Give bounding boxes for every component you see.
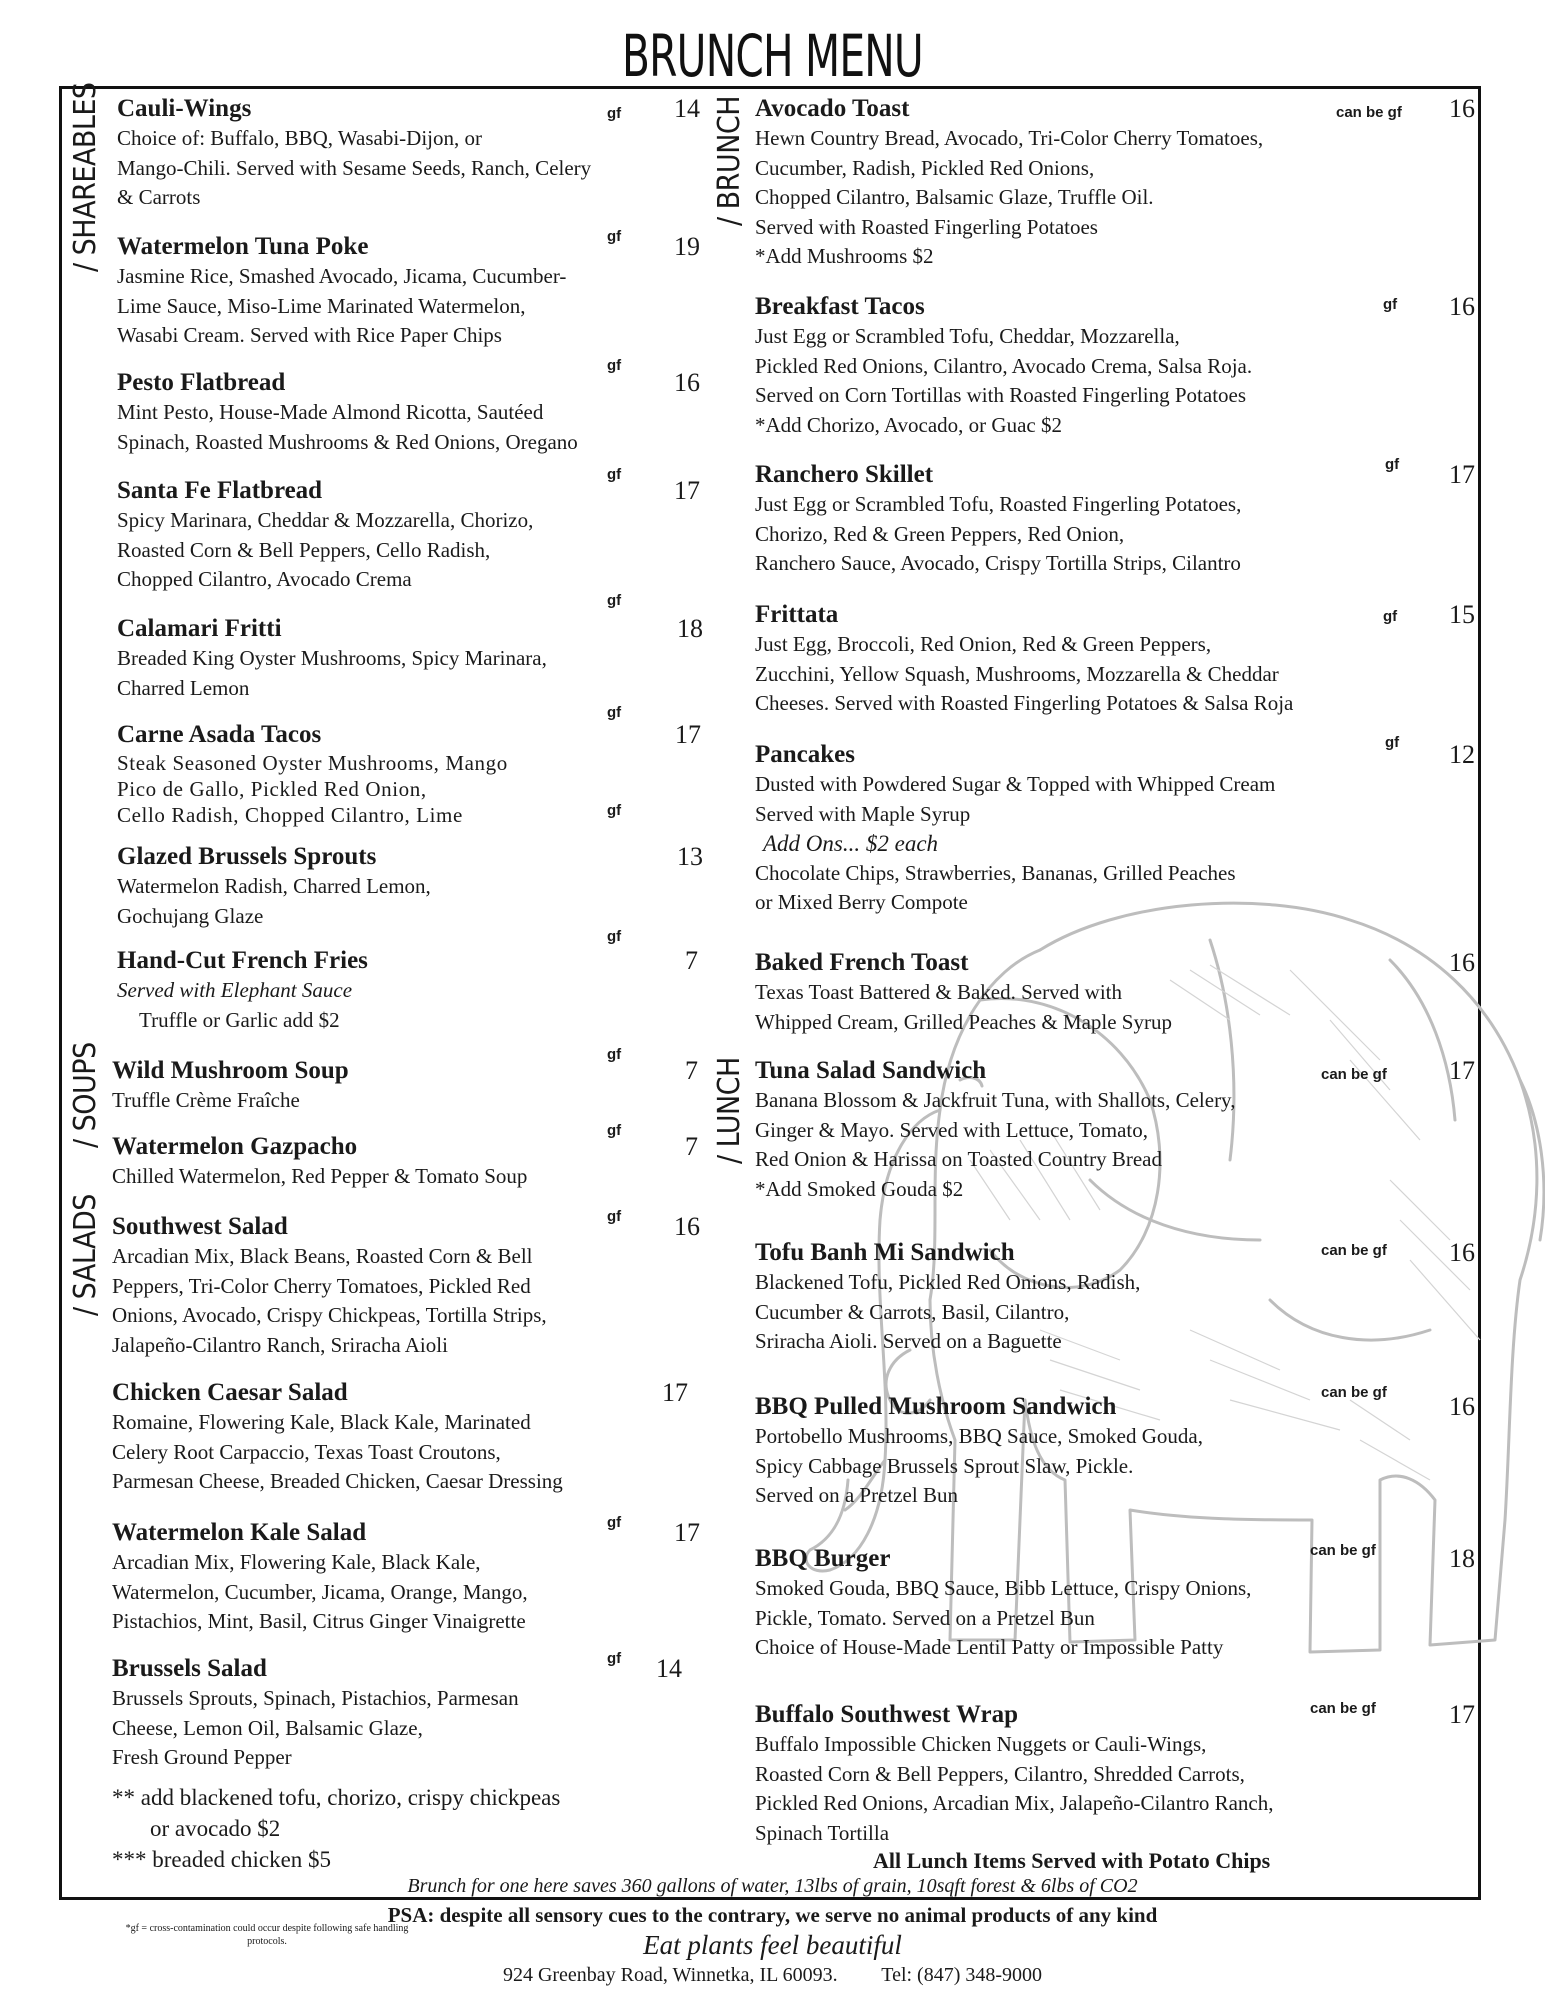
menu-item-southwest-salad [112, 1212, 547, 1360]
item-name: Wild Mushroom Soup [112, 1057, 349, 1084]
item-description: Texas Toast Battered & Baked. Served with Whipped Cream, Grilled Peaches & Maple Syrup [755, 980, 1172, 1034]
gf-tag: gf [1385, 456, 1400, 473]
gf-tag: gf [607, 592, 622, 609]
section-label-shareables: / SHAREABLES [68, 82, 103, 272]
item-description: Arcadian Mix, Black Beans, Roasted Corn & Bell Peppers, Tri-Color Cherry Tomatoes, Pickled Red Onions, Avocado, Crispy Chickpeas, Tortilla Strips, Jalapeño-Cilantro Ranch, Sriracha Aioli [112, 1244, 547, 1357]
address: 924 Greenbay Road, Winnetka, IL 60093. [502, 1964, 838, 1986]
item-description: Smoked Gouda, BBQ Sauce, Bibb Lettuce, Crispy Onions, Pickle, Tomato. Served on a Pretzel Bun Choice of House-Made Lentil Patty or Impossible Patty [755, 1576, 1252, 1659]
gf-tag: gf [1385, 734, 1400, 751]
item-name: Baked French Toast [755, 949, 969, 976]
item-description: Romaine, Flowering Kale, Black Kale, Marinated Celery Root Carpaccio, Texas Toast Croutons, Parmesan Cheese, Breaded Chicken, Caesar Dressing [112, 1410, 563, 1493]
menu-item-buffalo-southwest-wrap [755, 1700, 1273, 1848]
item-price: 18 [1449, 1544, 1475, 1573]
item-description: Served with Elephant Sauce [117, 978, 353, 1002]
item-description: Brussels Sprouts, Spinach, Pistachios, Parmesan Cheese, Lemon Oil, Balsamic Glaze, Fresh Ground Pepper [112, 1686, 519, 1769]
item-description: Dusted with Powdered Sugar & Topped with Whipped Cream Served with Maple Syrup Add Ons... $2 each Chocolate Chips, Strawberries, Bananas, Grilled Peaches or Mixed Berry Compote [755, 772, 1276, 914]
item-price: 17 [1449, 1056, 1475, 1085]
menu-item-tofu-banh-mi-sandwich [755, 1238, 1140, 1357]
item-price: 17 [675, 720, 701, 749]
gf-tag: can be gf [1336, 104, 1402, 121]
gf-tag: can be gf [1310, 1700, 1376, 1717]
savings-note: Brunch for one here saves 360 gallons of water, 13lbs of grain, 10sqft forest & 6lbs of CO2 [407, 1875, 1138, 1897]
item-price: 15 [1449, 600, 1475, 629]
contact-line [0, 1964, 1545, 1987]
item-price: 17 [674, 1518, 700, 1547]
item-price: 7 [685, 946, 698, 975]
item-name: Pancakes [755, 741, 855, 768]
gf-tag: gf [607, 357, 622, 374]
section-label-salads: / SALADS [68, 1194, 103, 1316]
item-price: 14 [674, 94, 700, 123]
item-price: 16 [674, 1212, 700, 1241]
item-description: Buffalo Impossible Chicken Nuggets or Cauli-Wings, Roasted Corn & Bell Peppers, Cilantro, Shredded Carrots, Pickled Red Onions, Arcadian Mix, Jalapeño-Cilantro Ranch, Spinach Tortilla [755, 1732, 1274, 1845]
gf-tag: gf [607, 1208, 622, 1225]
gf-tag: gf [607, 704, 622, 721]
item-name: Hand-Cut French Fries [117, 947, 368, 974]
menu-item-frittata [755, 600, 1293, 719]
item-price: 17 [1449, 460, 1475, 489]
item-name: Southwest Salad [112, 1213, 288, 1240]
item-name: Brussels Salad [112, 1655, 267, 1682]
gf-tag: gf [607, 802, 622, 819]
item-name: Ranchero Skillet [755, 461, 934, 488]
menu-item-bbq-burger [755, 1544, 1251, 1663]
item-price: 16 [1449, 94, 1475, 123]
item-name: Tofu Banh Mi Sandwich [755, 1239, 1015, 1266]
item-price: 17 [662, 1378, 688, 1407]
item-price: 16 [1449, 948, 1475, 977]
item-name: Watermelon Tuna Poke [117, 233, 369, 260]
psa-note: PSA: despite all sensory cues to the contrary, we serve no animal products of any kind [387, 1903, 1158, 1927]
item-name: Calamari Fritti [117, 615, 282, 642]
menu-item-avocado-toast [755, 94, 1263, 272]
item-description: Just Egg, Broccoli, Red Onion, Red & Green Peppers, Zucchini, Yellow Squash, Mushrooms, Mozzarella & Cheddar Cheeses. Served with Roasted Fingerling Potatoes & Salsa Roja [755, 632, 1294, 715]
section-label-soups: / SOUPS [68, 1042, 103, 1148]
section-label-brunch: / BRUNCH [712, 95, 747, 226]
item-price: 19 [674, 232, 700, 261]
item-description: Watermelon Radish, Charred Lemon, Gochujang Glaze [117, 874, 431, 928]
menu-item-pancakes [755, 740, 1275, 918]
menu-item-carne-asada-tacos [117, 720, 508, 828]
item-description: Hewn Country Bread, Avocado, Tri-Color Cherry Tomatoes, Cucumber, Radish, Pickled Red Onions, Chopped Cilantro, Balsamic Glaze, Truffle Oil. Served with Roasted Fingerling Potatoes *Add Mushrooms $2 [755, 126, 1264, 268]
item-description: Choice of: Buffalo, BBQ, Wasabi-Dijon, or Mango-Chili. Served with Sesame Seeds, Ranch, Celery & Carrots [117, 126, 592, 209]
phone-number: Tel: (847) 348-9000 [881, 1964, 1043, 1986]
item-name: Tuna Salad Sandwich [755, 1057, 987, 1084]
item-addon: Truffle or Garlic add $2 [139, 1007, 340, 1032]
item-price: 16 [1449, 1392, 1475, 1421]
item-price: 18 [677, 614, 703, 643]
item-description: Spicy Marinara, Cheddar & Mozzarella, Chorizo, Roasted Corn & Bell Peppers, Cello Radish, Chopped Cilantro, Avocado Crema [117, 508, 534, 591]
item-name: Glazed Brussels Sprouts [117, 843, 377, 870]
gf-tag: can be gf [1321, 1066, 1387, 1083]
menu-item-chicken-caesar-salad [112, 1378, 563, 1497]
gf-tag: gf [607, 466, 622, 483]
item-price: 17 [1449, 1700, 1475, 1729]
item-description: Arcadian Mix, Flowering Kale, Black Kale, Watermelon, Cucumber, Jicama, Orange, Mango, Pistachios, Mint, Basil, Citrus Ginger Vinaigrette [112, 1550, 528, 1633]
item-price: 12 [1449, 740, 1475, 769]
item-name: Pesto Flatbread [117, 369, 286, 396]
item-price: 14 [656, 1654, 682, 1683]
menu-item-tuna-salad-sandwich [755, 1056, 1235, 1204]
item-description: Blackened Tofu, Pickled Red Onions, Radish, Cucumber & Carrots, Basil, Cilantro, Sriracha Aioli. Served on a Baguette [755, 1270, 1141, 1353]
menu-item-bbq-pulled-mushroom-sandwich [755, 1392, 1203, 1511]
gf-tag: can be gf [1310, 1542, 1376, 1559]
item-description: Just Egg or Scrambled Tofu, Roasted Fingerling Potatoes, Chorizo, Red & Green Peppers, Red Onion, Ranchero Sauce, Avocado, Crispy Tortilla Strips, Cilantro [755, 492, 1242, 575]
gf-tag: gf [1383, 296, 1398, 313]
lunch-note: All Lunch Items Served with Potato Chips [873, 1848, 1271, 1873]
item-name: Avocado Toast [755, 95, 910, 122]
item-name: Buffalo Southwest Wrap [755, 1701, 1019, 1728]
gf-tag: gf [607, 1514, 622, 1531]
page-title: BRUNCH MENU [622, 22, 923, 90]
item-name: Cauli-Wings [117, 95, 252, 122]
menu-item-watermelon-gazpacho [112, 1132, 527, 1192]
item-name: Carne Asada Tacos [117, 721, 322, 748]
item-price: 16 [1449, 1238, 1475, 1267]
menu-item-ranchero-skillet [755, 460, 1241, 579]
item-price: 7 [685, 1132, 698, 1161]
item-name: Santa Fe Flatbread [117, 477, 323, 504]
menu-item-pesto-flatbread [117, 368, 578, 457]
item-price: 16 [674, 368, 700, 397]
menu-item-brussels-salad [112, 1654, 519, 1773]
menu-item-santa-fe-flatbread [117, 476, 533, 595]
item-name: Watermelon Gazpacho [112, 1133, 358, 1160]
item-description: Truffle Crème Fraîche [112, 1088, 300, 1112]
item-description: Just Egg or Scrambled Tofu, Cheddar, Mozzarella, Pickled Red Onions, Cilantro, Avocado Crema, Salsa Roja. Served on Corn Tortillas with Roasted Fingerling Potatoes *Add Chorizo, Avocado, or Guac $2 [755, 324, 1253, 437]
section-label-lunch: / LUNCH [712, 1057, 747, 1164]
gf-tag: can be gf [1321, 1384, 1387, 1401]
salad-addons: ** add blackened tofu, chorizo, crispy chickpeas or avocado $2 *** breaded chicken $5 [112, 1785, 561, 1872]
gf-tag: can be gf [1321, 1242, 1387, 1259]
item-description: Steak Seasoned Oyster Mushrooms, Mango Pico de Gallo, Pickled Red Onion, Cello Radish, Chopped Cilantro, Lime [117, 751, 508, 827]
item-description: Portobello Mushrooms, BBQ Sauce, Smoked Gouda, Spicy Cabbage Brussels Sprout Slaw, Pickle. Served on a Pretzel Bun [755, 1424, 1203, 1507]
gf-tag: gf [607, 1046, 622, 1063]
gf-tag: gf [1383, 608, 1398, 625]
item-description: Mint Pesto, House-Made Almond Ricotta, Sautéed Spinach, Roasted Mushrooms & Red Onions, Oregano [117, 400, 578, 454]
menu-item-glazed-brussels-sprouts [117, 842, 431, 931]
menu-item-cauli-wings [117, 94, 591, 213]
item-name: Breakfast Tacos [755, 293, 925, 320]
gf-tag: gf [607, 228, 622, 245]
item-description: Jasmine Rice, Smashed Avocado, Jicama, Cucumber- Lime Sauce, Miso-Lime Marinated Watermelon, Wasabi Cream. Served with Rice Paper Chips [117, 264, 567, 347]
gf-tag: gf [607, 1122, 622, 1139]
menu-item-hand-cut-french-fries [117, 946, 368, 1035]
menu-item-watermelon-tuna-poke [117, 232, 566, 351]
item-name: BBQ Pulled Mushroom Sandwich [755, 1393, 1117, 1420]
item-description: Breaded King Oyster Mushrooms, Spicy Marinara, Charred Lemon [117, 646, 547, 700]
gf-tag: gf [607, 928, 622, 945]
item-price: 16 [1449, 292, 1475, 321]
item-price: 13 [677, 842, 703, 871]
item-price: 17 [674, 476, 700, 505]
tagline: Eat plants feel beautiful [643, 1930, 902, 1960]
item-description: Banana Blossom & Jackfruit Tuna, with Shallots, Celery, Ginger & Mayo. Served with Lettuce, Tomato, Red Onion & Harissa on Toasted Country Bread *Add Smoked Gouda $2 [755, 1088, 1236, 1201]
item-name: BBQ Burger [755, 1545, 891, 1572]
gf-disclaimer: *gf = cross-contamination could occur despite following safe handling protocols. [125, 1923, 409, 1947]
item-price: 7 [685, 1056, 698, 1085]
item-description: Chilled Watermelon, Red Pepper & Tomato Soup [112, 1164, 528, 1188]
item-name: Chicken Caesar Salad [112, 1379, 348, 1406]
menu-item-watermelon-kale-salad [112, 1518, 528, 1637]
item-name: Watermelon Kale Salad [112, 1519, 367, 1546]
gf-tag: gf [607, 1650, 622, 1667]
menu-item-baked-french-toast [755, 948, 1172, 1037]
menu-item-calamari-fritti [117, 614, 547, 703]
menu-item-wild-mushroom-soup [112, 1056, 349, 1116]
item-name: Frittata [755, 601, 839, 628]
gf-tag: gf [607, 105, 622, 122]
menu-item-breakfast-tacos [755, 292, 1252, 440]
